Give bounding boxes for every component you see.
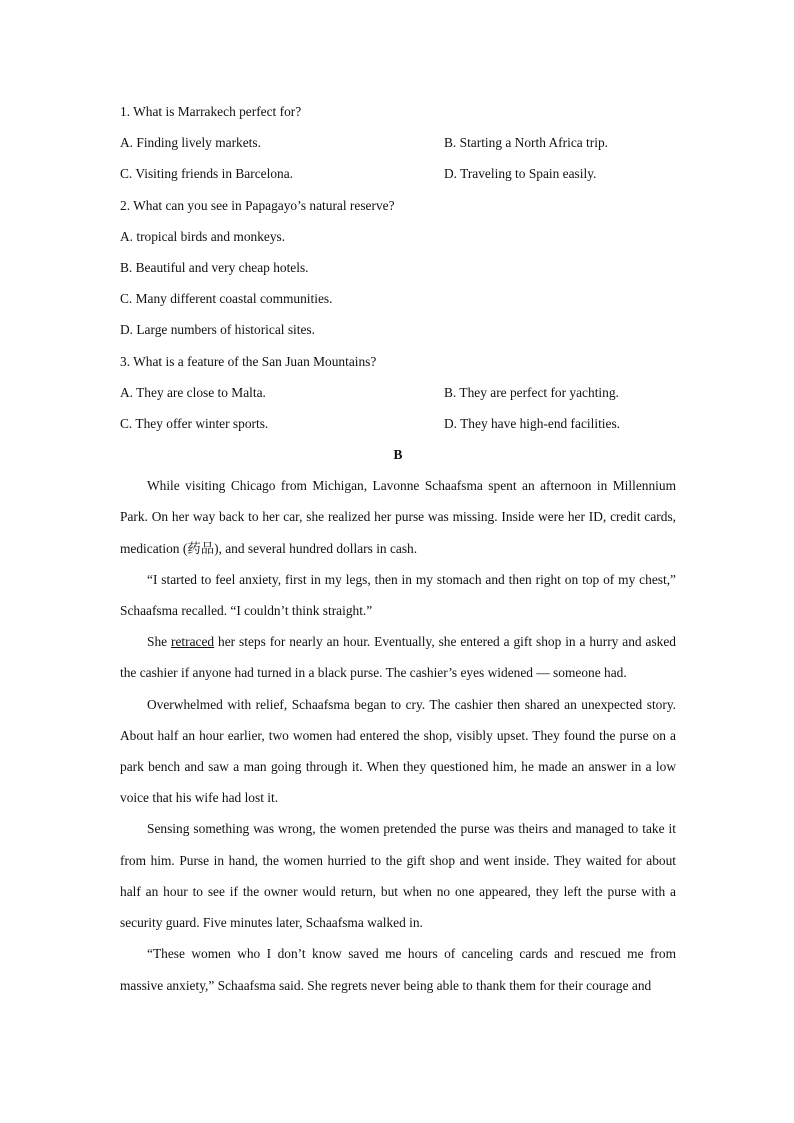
question-2-option-c: C. Many different coastal communities. [120, 291, 333, 307]
passage-paragraph-3 [120, 626, 676, 688]
underlined-word: retraced [171, 634, 215, 650]
passage-paragraph-2: “I started to feel anxiety, first in my legs, then in my stomach and then right on top of my chest,” Schaafsma recalled. “I couldn’t think straight.” [120, 571, 676, 619]
question-1-option-d: D. Traveling to Spain easily. [444, 166, 597, 182]
section-title: B [393, 447, 403, 463]
document-page [120, 96, 676, 1001]
question-2-option-b: B. Beautiful and very cheap hotels. [120, 259, 309, 275]
question-1-options-row-1 [120, 127, 676, 158]
question-3-option-d: D. They have high-end facilities. [444, 415, 621, 431]
question-2-option-a: A. tropical birds and monkeys. [120, 228, 286, 244]
question-2-stem: 2. What can you see in Papagayo’s natural reserve? [120, 197, 395, 213]
question-3-options-row-2 [120, 408, 676, 439]
question-1-option-b: B. Starting a North Africa trip. [444, 135, 609, 151]
question-2-option-d: D. Large numbers of historical sites. [120, 322, 315, 338]
passage-paragraph-4: Overwhelmed with relief, Schaafsma began to cry. The cashier then shared an unexpected story. About half an hour earlier, two women had entered the shop, visibly upset. They found the purse on a park bench and saw a man going through it. When they questioned him, he made an answer in a low voice that his wife had lost it. [120, 696, 676, 806]
passage-paragraph-1: While visiting Chicago from Michigan, Lavonne Schaafsma spent an afternoon in Millennium Park. On her way back to her car, she realized her purse was missing. Inside were her ID, credit cards, medication (药品), and several hundred dollars in cash. [120, 478, 676, 556]
question-3-option-a: A. They are close to Malta. [120, 384, 266, 400]
question-3-options-row-1 [120, 377, 676, 408]
question-1-option-c: C. Visiting friends in Barcelona. [120, 166, 293, 182]
question-1-option-a: A. Finding lively markets. [120, 135, 261, 151]
question-1-options-row-2 [120, 158, 676, 189]
question-3-option-c: C. They offer winter sports. [120, 415, 269, 431]
question-3-stem: 3. What is a feature of the San Juan Mountains? [120, 353, 377, 369]
passage-paragraph-3-start: She [147, 634, 171, 650]
question-3-option-b: B. They are perfect for yachting. [444, 384, 619, 400]
passage-paragraph-3-rest: her steps for nearly an hour. Eventually, she entered a gift shop in a hurry and asked the cashier if anyone had turned in a black purse. The cashier’s eyes widened — someone had. [120, 634, 676, 681]
passage-paragraph-6: “These women who I don’t know saved me hours of canceling cards and rescued me from massive anxiety,” Schaafsma said. She regrets never being able to thank them for their courage and [120, 946, 676, 993]
question-1-stem: 1. What is Marrakech perfect for? [120, 104, 302, 119]
passage-paragraph-5: Sensing something was wrong, the women pretended the purse was theirs and managed to take it from him. Purse in hand, the women hurried to the gift shop and went inside. They waited for about half an hour to see if the owner would return, but when no one appeared, they left the purse with a security guard. Five minutes later, Schaafsma walked in. [120, 821, 676, 931]
